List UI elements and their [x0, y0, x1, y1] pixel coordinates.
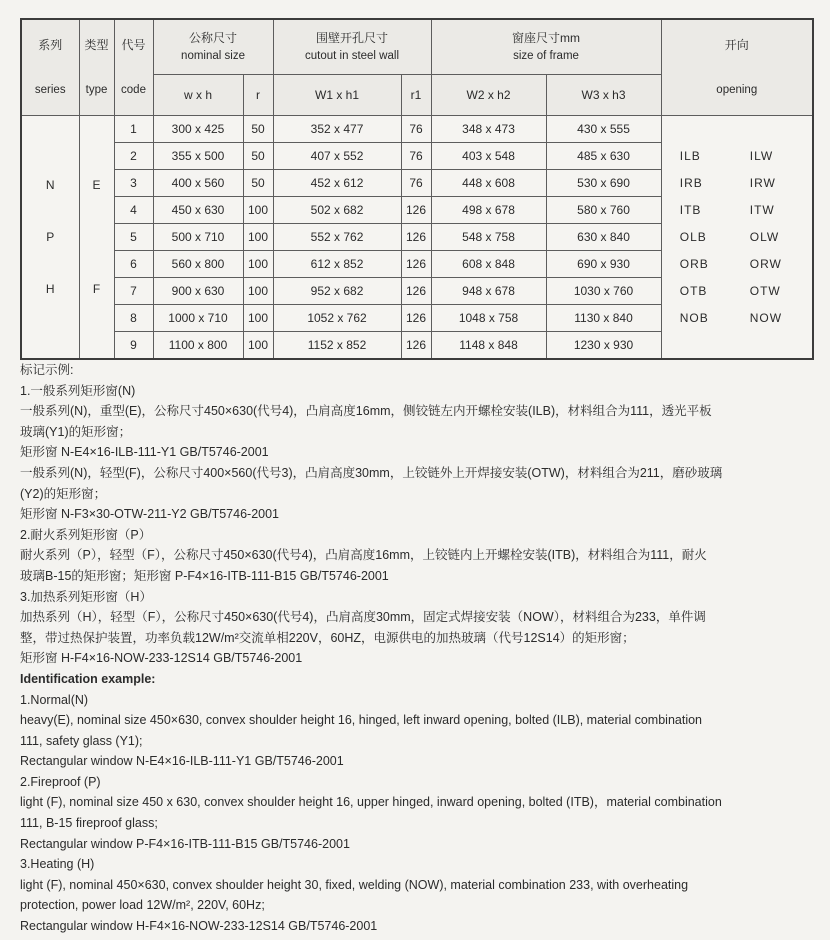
opening-code-pair	[662, 228, 813, 246]
cell-code: 5	[114, 224, 153, 251]
cell-r: 50	[243, 143, 273, 170]
note-line: 矩形窗 N-E4×16-ILB-111-Y1 GB/T5746-2001	[20, 445, 269, 460]
note-line: Rectangular window H-F4×16-NOW-233-12S14 GB/T5746-2001	[20, 919, 378, 934]
cell-w2h2: 948 x 678	[431, 278, 546, 305]
cell-r: 100	[243, 278, 273, 305]
cell-r1: 76	[401, 170, 431, 197]
col-group-frame-size	[431, 19, 661, 75]
col-header-type-zh: 类型	[84, 37, 109, 52]
opening-code-pair	[662, 201, 813, 219]
cell-code: 2	[114, 143, 153, 170]
col-header-opening-zh: 开向	[724, 37, 749, 52]
col-header-opening	[661, 19, 813, 116]
col-group-frame-size-zh: 窗座尺寸mm	[512, 30, 581, 45]
cell-r: 100	[243, 305, 273, 332]
notes-title-en: Identification example:	[20, 671, 156, 686]
cell-w2h2: 1048 x 758	[431, 305, 546, 332]
col-header-wxh: w x h	[153, 75, 243, 116]
col-header-type-en: type	[85, 83, 108, 96]
opening-code: NOB	[679, 311, 709, 325]
opening-code: NOW	[749, 311, 783, 325]
cell-r1: 126	[401, 278, 431, 305]
cell-wxh: 1000 x 710	[153, 305, 243, 332]
cell-w3h3: 1130 x 840	[546, 305, 661, 332]
col-group-cutout	[273, 19, 431, 75]
cell-w3h3: 690 x 930	[546, 251, 661, 278]
note-line: 2.Fireproof (P)	[20, 774, 101, 789]
opening-codes	[662, 120, 813, 354]
cell-w3h3: 485 x 630	[546, 143, 661, 170]
cell-r1: 126	[401, 197, 431, 224]
type-column-cell	[79, 116, 114, 360]
cell-wxh: 300 x 425	[153, 116, 243, 143]
opening-code: ORB	[679, 257, 709, 271]
spec-table-wrap	[20, 18, 814, 360]
cell-wxh: 450 x 630	[153, 197, 243, 224]
type-label-e: E	[92, 178, 101, 192]
opening-code: OLB	[679, 230, 707, 244]
note-line: (Y2)的矩形窗；	[20, 486, 107, 501]
col-header-opening-en: opening	[716, 83, 758, 96]
opening-code: ILW	[749, 149, 774, 163]
note-line: 加热系列（H），轻型（F），公称尺寸450×630(代号4)，凸肩高度30mm，固定式焊接安装（NOW），材料组合为233，单件调	[20, 610, 706, 625]
cell-r: 100	[243, 251, 273, 278]
note-line: 3.Heating (H)	[20, 857, 95, 872]
table-row	[21, 116, 813, 143]
col-group-nominal-size	[153, 19, 273, 75]
cell-code: 1	[114, 116, 153, 143]
note-line: Rectangular window P-F4×16-ITB-111-B15 GB/T5746-2001	[20, 836, 350, 851]
cell-w1h1: 352 x 477	[273, 116, 401, 143]
note-line: 矩形窗 H-F4×16-NOW-233-12S14 GB/T5746-2001	[20, 651, 303, 666]
col-header-code-zh: 代号	[121, 37, 146, 52]
cell-code: 7	[114, 278, 153, 305]
cell-code: 8	[114, 305, 153, 332]
cell-w1h1: 452 x 612	[273, 170, 401, 197]
cell-w1h1: 612 x 852	[273, 251, 401, 278]
cell-w1h1: 552 x 762	[273, 224, 401, 251]
cell-w3h3: 630 x 840	[546, 224, 661, 251]
cell-w1h1: 502 x 682	[273, 197, 401, 224]
cell-w2h2: 403 x 548	[431, 143, 546, 170]
cell-wxh: 500 x 710	[153, 224, 243, 251]
note-line: 耐火系列（P），轻型（F），公称尺寸450×630(代号4)，凸肩高度16mm，上铰链内上开螺栓安装(ITB)，材料组合为111，耐火	[20, 548, 707, 563]
opening-code: ITB	[679, 203, 702, 217]
opening-code: OLW	[749, 230, 780, 244]
cell-wxh: 1100 x 800	[153, 332, 243, 360]
opening-column-cell	[661, 116, 813, 360]
cell-r1: 76	[401, 143, 431, 170]
col-group-cutout-en: cutout in steel wall	[305, 49, 399, 62]
window-spec-table	[20, 18, 814, 360]
cell-code: 6	[114, 251, 153, 278]
series-label-h: H	[45, 282, 55, 296]
col-header-w3h3: W3 x h3	[546, 75, 661, 116]
cell-r1: 126	[401, 224, 431, 251]
col-group-frame-size-en: size of frame	[513, 49, 579, 62]
opening-code: IRW	[749, 176, 776, 190]
type-labels	[80, 120, 114, 354]
cell-r: 100	[243, 224, 273, 251]
opening-code-pair	[662, 282, 813, 300]
cell-wxh: 900 x 630	[153, 278, 243, 305]
cell-w3h3: 530 x 690	[546, 170, 661, 197]
col-header-w2h2: W2 x h2	[431, 75, 546, 116]
cell-w3h3: 430 x 555	[546, 116, 661, 143]
cell-r1: 126	[401, 251, 431, 278]
note-line: 3.加热系列矩形窗（H）	[20, 589, 152, 604]
col-header-w1h1: W1 x h1	[273, 75, 401, 116]
opening-code: OTB	[679, 284, 708, 298]
note-line: protection, power load 12W/m², 220V, 60Hz;	[20, 898, 265, 913]
note-line: Rectangular window N-E4×16-ILB-111-Y1 GB/T5746-2001	[20, 754, 344, 769]
cell-r: 50	[243, 170, 273, 197]
col-header-code-en: code	[121, 83, 146, 96]
opening-code: OTW	[749, 284, 781, 298]
col-group-nominal-size-en: nominal size	[181, 49, 245, 62]
col-header-series	[21, 19, 79, 116]
cell-w3h3: 1030 x 760	[546, 278, 661, 305]
opening-code-pair	[662, 174, 813, 192]
col-header-r1: r1	[401, 75, 431, 116]
note-line: 一般系列(N)，轻型(F)，公称尺寸400×560(代号3)，凸肩高度30mm，上铰链外上开焊接安装(OTW)，材料组合为211，磨砂玻璃	[20, 465, 723, 480]
cell-w1h1: 952 x 682	[273, 278, 401, 305]
cell-w1h1: 407 x 552	[273, 143, 401, 170]
opening-code-pair	[662, 147, 813, 165]
note-line: 整，带过热保护装置，功率负载12W/m²交流单相220V，60HZ，电源供电的加热玻璃（代号12S14）的矩形窗；	[20, 630, 635, 645]
opening-code: ORW	[749, 257, 782, 271]
note-line: 1.Normal(N)	[20, 692, 89, 707]
cell-w1h1: 1152 x 852	[273, 332, 401, 360]
series-labels	[22, 120, 79, 354]
opening-code: ILB	[679, 149, 701, 163]
note-line: 玻璃(Y1)的矩形窗；	[20, 424, 132, 439]
cell-w2h2: 608 x 848	[431, 251, 546, 278]
note-line: 1.一般系列矩形窗(N)	[20, 383, 136, 398]
cell-w1h1: 1052 x 762	[273, 305, 401, 332]
type-label-f: F	[92, 282, 101, 296]
note-line: 矩形窗 N-F3×30-OTW-211-Y2 GB/T5746-2001	[20, 507, 280, 522]
opening-code-pair	[662, 255, 813, 273]
note-line: heavy(E), nominal size 450×630, convex shoulder height 16, hinged, left inward opening, bolted (ILB), material combination	[20, 713, 703, 728]
cell-wxh: 560 x 800	[153, 251, 243, 278]
cell-r: 100	[243, 332, 273, 360]
cell-w2h2: 448 x 608	[431, 170, 546, 197]
cell-r1: 126	[401, 332, 431, 360]
cell-wxh: 355 x 500	[153, 143, 243, 170]
col-header-series-en: series	[34, 83, 66, 96]
cell-w2h2: 1148 x 848	[431, 332, 546, 360]
col-group-cutout-zh: 围壁开孔尺寸	[316, 30, 389, 45]
col-header-type	[79, 19, 114, 116]
note-line: 111, safety glass (Y1);	[20, 733, 143, 748]
note-line: light (F), nominal size 450 x 630, convex shoulder height 16, upper hinged, inward opening, bolted (ITB)，material combination	[20, 795, 722, 810]
notes-title-zh: 标记示例:	[20, 363, 74, 377]
note-line: light (F), nominal 450×630, convex shoulder height 30, fixed, welding (NOW), material combination 233, with overheating	[20, 877, 689, 892]
cell-wxh: 400 x 560	[153, 170, 243, 197]
cell-w2h2: 348 x 473	[431, 116, 546, 143]
notes-section	[20, 360, 814, 937]
cell-code: 4	[114, 197, 153, 224]
series-label-p: P	[46, 230, 55, 244]
cell-r: 100	[243, 197, 273, 224]
cell-code: 9	[114, 332, 153, 360]
col-header-code	[114, 19, 153, 116]
col-header-r: r	[243, 75, 273, 116]
opening-code: IRB	[679, 176, 703, 190]
col-header-series-zh: 系列	[38, 37, 63, 52]
note-line: 2.耐火系列矩形窗（P）	[20, 527, 152, 542]
cell-r1: 76	[401, 116, 431, 143]
col-group-nominal-size-zh: 公称尺寸	[189, 30, 238, 45]
note-line: 一般系列(N)，重型(E)，公称尺寸450×630(代号4)，凸肩高度16mm，侧铰链左内开螺栓安装(ILB)，材料组合为111，透光平板	[20, 404, 712, 419]
cell-r: 50	[243, 116, 273, 143]
cell-r1: 126	[401, 305, 431, 332]
opening-code: ITW	[749, 203, 775, 217]
cell-w3h3: 1230 x 930	[546, 332, 661, 360]
cell-w2h2: 548 x 758	[431, 224, 546, 251]
cell-code: 3	[114, 170, 153, 197]
series-column-cell	[21, 116, 79, 360]
cell-w2h2: 498 x 678	[431, 197, 546, 224]
note-line: 玻璃B-15的矩形窗；矩形窗 P-F4×16-ITB-111-B15 GB/T5746-2001	[20, 568, 389, 583]
note-line: 111, B-15 fireproof glass;	[20, 816, 158, 831]
opening-code-pair	[662, 309, 813, 327]
series-label-n: N	[45, 178, 55, 192]
cell-w3h3: 580 x 760	[546, 197, 661, 224]
